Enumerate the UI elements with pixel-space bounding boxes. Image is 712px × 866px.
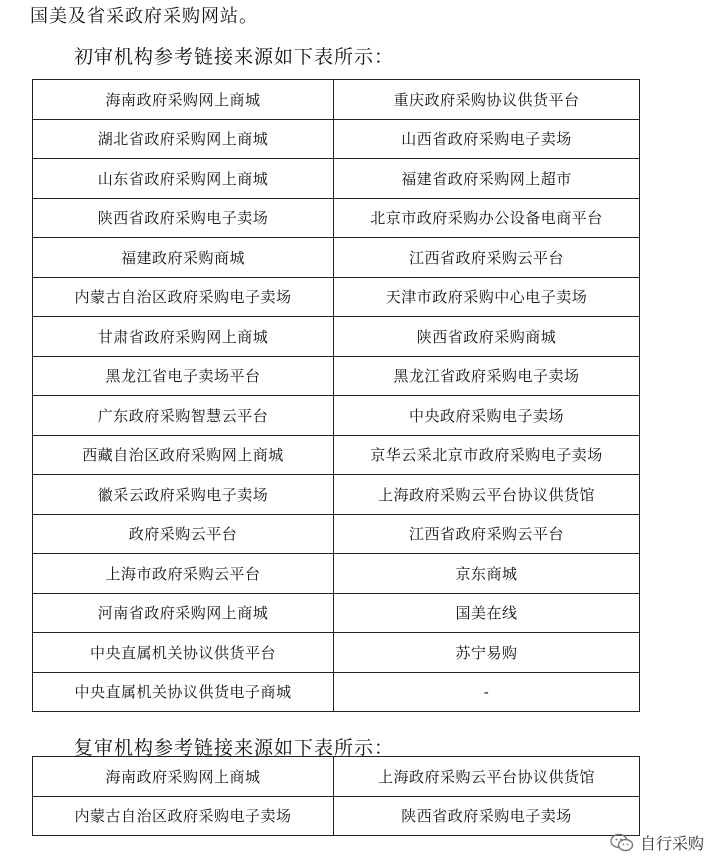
table-cell: 陕西省政府采购商城 bbox=[334, 317, 640, 357]
table-cell: 北京市政府采购办公设备电商平台 bbox=[334, 198, 640, 238]
table-row bbox=[33, 277, 640, 317]
table-cell: 陕西省政府采购电子卖场 bbox=[33, 198, 334, 238]
table-cell: 上海政府采购云平台协议供货馆 bbox=[334, 757, 640, 797]
table-row bbox=[33, 514, 640, 554]
second-review-table bbox=[32, 756, 640, 836]
table-cell: 重庆政府采购协议供货平台 bbox=[334, 80, 640, 120]
table-row bbox=[33, 317, 640, 357]
table-cell: 甘肃省政府采购网上商城 bbox=[33, 317, 334, 357]
first-review-heading: 初审机构参考链接来源如下表所示： bbox=[74, 46, 395, 68]
table-row bbox=[33, 554, 640, 594]
table-row bbox=[33, 757, 640, 797]
table-row bbox=[33, 119, 640, 159]
table-cell: 黑龙江省政府采购电子卖场 bbox=[334, 356, 640, 396]
table-cell: 京华云采北京市政府采购电子卖场 bbox=[334, 435, 640, 475]
table-cell: 中央直属机关协议供货平台 bbox=[33, 633, 334, 673]
table-cell: 国美在线 bbox=[334, 593, 640, 633]
table-cell: 海南政府采购网上商城 bbox=[33, 80, 334, 120]
table-row bbox=[33, 435, 640, 475]
table-cell: 陕西省政府采购电子卖场 bbox=[334, 796, 640, 836]
table-row bbox=[33, 159, 640, 199]
second-review-heading: 复审机构参考链接来源如下表所示： bbox=[74, 737, 395, 759]
table-row bbox=[33, 672, 640, 712]
watermark bbox=[610, 831, 704, 854]
table-cell: 内蒙古自治区政府采购电子卖场 bbox=[33, 796, 334, 836]
table-row bbox=[33, 80, 640, 120]
table-cell: 黑龙江省电子卖场平台 bbox=[33, 356, 334, 396]
table-row bbox=[33, 796, 640, 836]
table-cell: 江西省政府采购云平台 bbox=[334, 514, 640, 554]
wechat-icon bbox=[610, 833, 634, 853]
table-cell: 海南政府采购网上商城 bbox=[33, 757, 334, 797]
table-cell: 山东省政府采购网上商城 bbox=[33, 159, 334, 199]
table-row bbox=[33, 356, 640, 396]
table-cell: 河南省政府采购网上商城 bbox=[33, 593, 334, 633]
table-row bbox=[33, 633, 640, 673]
watermark-text: 自行采购 bbox=[639, 834, 704, 853]
table-cell: 广东政府采购智慧云平台 bbox=[33, 396, 334, 436]
table-cell: 湖北省政府采购网上商城 bbox=[33, 119, 334, 159]
table-row bbox=[33, 198, 640, 238]
table-cell: 苏宁易购 bbox=[334, 633, 640, 673]
table-cell: 中央直属机关协议供货电子商城 bbox=[33, 672, 334, 712]
table-row bbox=[33, 238, 640, 278]
table-cell: 中央政府采购电子卖场 bbox=[334, 396, 640, 436]
table-cell: 上海市政府采购云平台 bbox=[33, 554, 334, 594]
table-cell: 福建政府采购商城 bbox=[33, 238, 334, 278]
table-cell: 天津市政府采购中心电子卖场 bbox=[334, 277, 640, 317]
table-cell: 山西省政府采购电子卖场 bbox=[334, 119, 640, 159]
table-row bbox=[33, 593, 640, 633]
first-review-table bbox=[32, 79, 640, 712]
table-cell: 京东商城 bbox=[334, 554, 640, 594]
table-cell: - bbox=[334, 672, 640, 712]
table-row bbox=[33, 475, 640, 515]
table-row bbox=[33, 396, 640, 436]
table-cell: 福建省政府采购网上超市 bbox=[334, 159, 640, 199]
intro-line: 国美及省采政府采购网站。 bbox=[30, 6, 258, 27]
table-cell: 内蒙古自治区政府采购电子卖场 bbox=[33, 277, 334, 317]
table-cell: 江西省政府采购云平台 bbox=[334, 238, 640, 278]
table-cell: 西藏自治区政府采购网上商城 bbox=[33, 435, 334, 475]
table-cell: 徽采云政府采购电子卖场 bbox=[33, 475, 334, 515]
table-cell: 政府采购云平台 bbox=[33, 514, 334, 554]
table-cell: 上海政府采购云平台协议供货馆 bbox=[334, 475, 640, 515]
